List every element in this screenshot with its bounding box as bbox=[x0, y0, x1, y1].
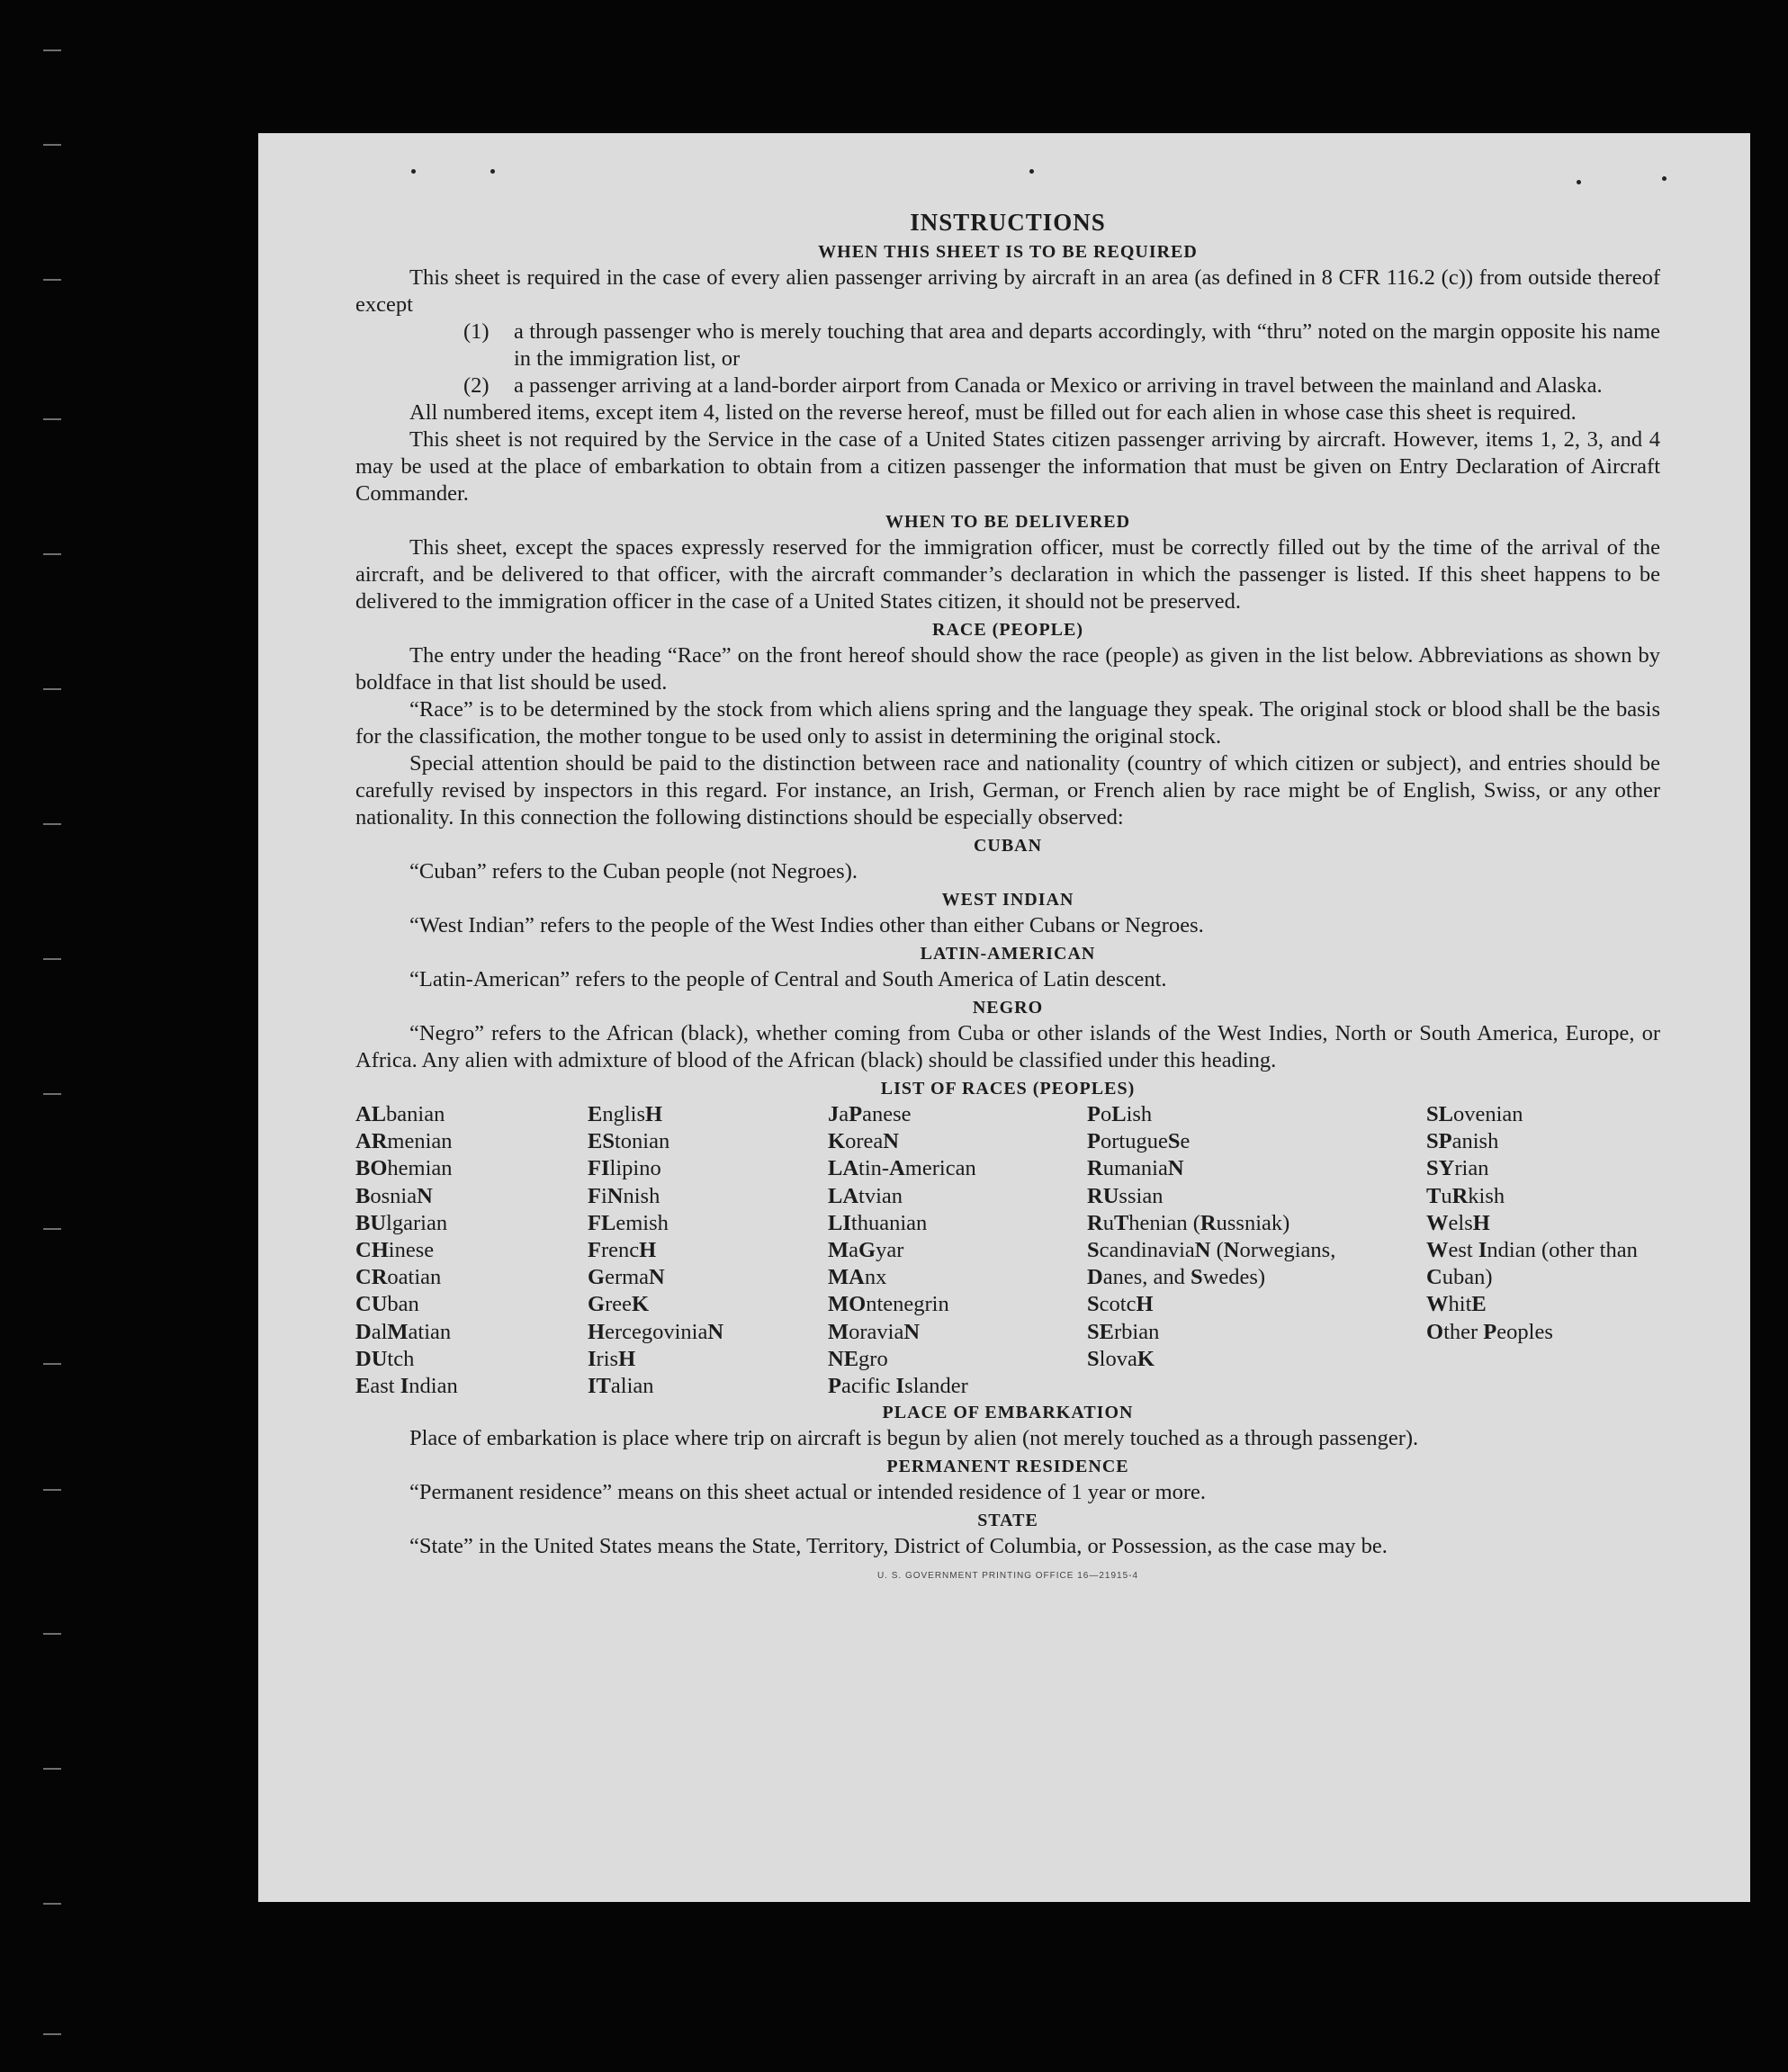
race-entry: BosniaN bbox=[355, 1183, 433, 1208]
race-entry: DUtch bbox=[355, 1346, 415, 1371]
film-edge-mark bbox=[43, 1228, 61, 1230]
section-heading: LIST OF RACES (PEOPLES) bbox=[880, 1079, 1136, 1099]
races-column-3 bbox=[828, 1101, 1080, 1400]
film-edge-mark bbox=[43, 1093, 61, 1095]
printer-imprint: U. S. GOVERNMENT PRINTING OFFICE 16—21915-4 bbox=[876, 1571, 1139, 1581]
film-edge-mark bbox=[43, 2033, 61, 2035]
list-item bbox=[355, 372, 1660, 399]
race-entry: FiNnish bbox=[588, 1183, 660, 1208]
race-entry: GermaN bbox=[588, 1265, 665, 1290]
paragraph: This sheet is not required by the Service in the case of a United States citizen passenger arriving by aircraft. However, items 1, 2, 3, and 4 may be used at the place of embarkation to obtain from a citizen passenger the information that must be given on Entry Declaration of Aircraft Commander. bbox=[355, 427, 1660, 506]
film-edge-mark bbox=[43, 553, 61, 555]
section-heading: WHEN THIS SHEET IS TO BE REQUIRED bbox=[818, 242, 1198, 262]
race-entry: Other Peoples bbox=[1426, 1319, 1553, 1344]
paragraph: “Race” is to be determined by the stock from which aliens spring and the language they speak. The original stock or blood shall be the basis for the classification, the mother tongue to be used only to assist in determining the original stock. bbox=[355, 697, 1660, 749]
subsection-heading: LATIN-AMERICAN bbox=[920, 944, 1096, 964]
race-entry: DalMatian bbox=[355, 1319, 452, 1344]
race-entry: FrencH bbox=[588, 1238, 657, 1263]
section-heading: PLACE OF EMBARKATION bbox=[882, 1403, 1134, 1422]
race-entry: SLovenian bbox=[1426, 1102, 1523, 1126]
race-entry: MoraviaN bbox=[828, 1319, 921, 1344]
film-edge-mark bbox=[43, 1489, 61, 1491]
race-entry: CUban bbox=[355, 1292, 419, 1317]
film-edge-mark bbox=[43, 144, 61, 146]
race-entry: SPanish bbox=[1426, 1129, 1499, 1154]
race-entry: LIthuanian bbox=[828, 1210, 928, 1235]
film-edge-mark bbox=[43, 688, 61, 690]
film-edge-mark bbox=[43, 49, 61, 51]
races-column-4 bbox=[1087, 1101, 1357, 1373]
race-entry: ScotcH bbox=[1087, 1292, 1154, 1317]
paragraph: All numbered items, except item 4, listed on the reverse hereof, must be filled out for each alien in whose case this sheet is required. bbox=[409, 400, 1577, 425]
film-edge-mark bbox=[43, 958, 61, 960]
punch-hole-mark bbox=[411, 169, 416, 174]
race-entry: BOhemian bbox=[355, 1156, 453, 1181]
race-entry: WhitE bbox=[1426, 1292, 1487, 1317]
race-entry: WelsH bbox=[1426, 1210, 1490, 1235]
film-edge-mark bbox=[43, 1768, 61, 1770]
film-edge-mark bbox=[43, 1903, 61, 1905]
race-entry: SYrian bbox=[1426, 1156, 1489, 1181]
race-entry: West Indian (other than Cuban) bbox=[1426, 1238, 1638, 1290]
race-entry: IrisH bbox=[588, 1346, 636, 1371]
race-entry: East Indian bbox=[355, 1374, 458, 1399]
race-entry: RuThenian (Russniak) bbox=[1087, 1210, 1290, 1235]
punch-hole-mark bbox=[1662, 176, 1667, 181]
race-entry: MOntenegrin bbox=[828, 1292, 949, 1317]
race-entry: LAtin-American bbox=[828, 1156, 976, 1181]
races-list bbox=[355, 1101, 1660, 1398]
film-edge-mark bbox=[43, 823, 61, 825]
races-column-2 bbox=[588, 1101, 813, 1400]
definition: “West Indian” refers to the people of the West Indies other than either Cubans or Negroes. bbox=[409, 913, 1204, 937]
subsection-heading: NEGRO bbox=[972, 998, 1044, 1018]
definition: “Cuban” refers to the Cuban people (not Negroes). bbox=[409, 859, 858, 884]
punch-hole-mark bbox=[490, 169, 495, 174]
race-entry: HercegoviniaN bbox=[588, 1319, 724, 1344]
list-item bbox=[355, 318, 1660, 372]
race-entry: RUssian bbox=[1087, 1183, 1164, 1208]
race-entry: PoLish bbox=[1087, 1102, 1153, 1126]
paragraph: “State” in the United States means the State, Territory, District of Columbia, or Possession, as the case may be. bbox=[409, 1534, 1388, 1558]
section-heading: WHEN TO BE DELIVERED bbox=[885, 512, 1131, 532]
definition: “Latin-American” refers to the people of Central and South America of Latin descent. bbox=[409, 967, 1167, 991]
race-entry: PortugueSe bbox=[1087, 1129, 1191, 1154]
section-heading: PERMANENT RESIDENCE bbox=[886, 1457, 1129, 1476]
race-entry: LAtvian bbox=[828, 1183, 903, 1208]
subsection-heading: WEST INDIAN bbox=[941, 890, 1074, 910]
item-number: (1) bbox=[463, 319, 490, 344]
punch-hole-mark bbox=[1029, 169, 1034, 174]
race-entry: ScandinaviaN (Norwegians, Danes, and Swedes) bbox=[1087, 1238, 1336, 1290]
race-entry: MAnx bbox=[828, 1265, 887, 1290]
race-entry: EStonian bbox=[588, 1129, 670, 1154]
page-title: INSTRUCTIONS bbox=[910, 209, 1106, 236]
races-column-5 bbox=[1426, 1101, 1669, 1346]
definition: “Negro” refers to the African (black), whether coming from Cuba or other islands of the West Indies, North or South America, Europe, or Africa. Any alien with admixture of blood of the African (black) should be classified under this heading. bbox=[355, 1021, 1660, 1072]
paragraph: “Permanent residence” means on this sheet actual or intended residence of 1 year or more. bbox=[409, 1480, 1207, 1504]
item-text: a through passenger who is merely touching that area and departs accordingly, with “thru” noted on the margin opposite his name in the immigration list, or bbox=[514, 319, 1660, 371]
race-entry: JaPanese bbox=[828, 1102, 912, 1126]
race-entry: ITalian bbox=[588, 1374, 654, 1399]
film-edge-mark bbox=[43, 1633, 61, 1635]
race-entry: CHinese bbox=[355, 1238, 435, 1263]
item-text: a passenger arriving at a land-border airport from Canada or Mexico or arriving in travel between the mainland and Alaska. bbox=[514, 373, 1603, 398]
section-heading: STATE bbox=[977, 1511, 1038, 1530]
race-entry: GreeK bbox=[588, 1292, 650, 1317]
race-entry: Pacific Islander bbox=[828, 1374, 968, 1399]
race-entry: ARmenian bbox=[355, 1129, 453, 1154]
paragraph: This sheet is required in the case of every alien passenger arriving by aircraft in an area (as defined in 8 CFR 116.2 (c)) from outside thereof except bbox=[355, 265, 1660, 317]
film-edge-mark bbox=[43, 418, 61, 420]
section-heading: RACE (PEOPLE) bbox=[932, 620, 1083, 640]
race-entry: FIlipino bbox=[588, 1156, 661, 1181]
paragraph: The entry under the heading “Race” on the front hereof should show the race (people) as given in the list below. Abbreviations as shown by boldface in that list should be used. bbox=[355, 643, 1660, 695]
punch-hole-mark bbox=[1577, 180, 1581, 184]
paragraph: Place of embarkation is place where trip on aircraft is begun by alien (not merely touched as a through passenger). bbox=[409, 1426, 1419, 1450]
item-number: (2) bbox=[463, 373, 490, 398]
race-entry: MaGyar bbox=[828, 1238, 904, 1263]
races-column-1 bbox=[355, 1101, 580, 1400]
film-edge-mark bbox=[43, 279, 61, 281]
race-entry: ALbanian bbox=[355, 1102, 445, 1126]
race-entry: SErbian bbox=[1087, 1319, 1160, 1344]
subsection-heading: CUBAN bbox=[973, 836, 1043, 856]
race-entry: NEgro bbox=[828, 1346, 888, 1371]
race-entry: CRoatian bbox=[355, 1265, 442, 1290]
race-entry: BUlgarian bbox=[355, 1210, 448, 1235]
race-entry: EnglisH bbox=[588, 1102, 663, 1126]
instruction-sheet bbox=[258, 133, 1750, 1902]
race-entry: RumaniaN bbox=[1087, 1156, 1184, 1181]
race-entry: SlovaK bbox=[1087, 1346, 1155, 1371]
race-entry: TuRkish bbox=[1426, 1183, 1505, 1208]
paragraph: Special attention should be paid to the distinction between race and nationality (country of which citizen or subject), and entries should be carefully revised by inspectors in this regard. For instance, an Irish, German, or French alien by race might be of English, Swiss, or any other nationality. In this connection the following distinctions should be especially observed: bbox=[355, 751, 1660, 830]
race-entry: KoreaN bbox=[828, 1129, 899, 1154]
paragraph: This sheet, except the spaces expressly reserved for the immigration officer, must be correctly filled out by the time of the arrival of the aircraft, and be delivered to that officer, with the aircraft commander’s declaration in which the passenger is listed. If this sheet happens to be delivered to the immigration officer in the case of a United States citizen, it should not be preserved. bbox=[355, 535, 1660, 614]
film-edge-mark bbox=[43, 1363, 61, 1365]
race-entry: FLemish bbox=[588, 1210, 669, 1235]
